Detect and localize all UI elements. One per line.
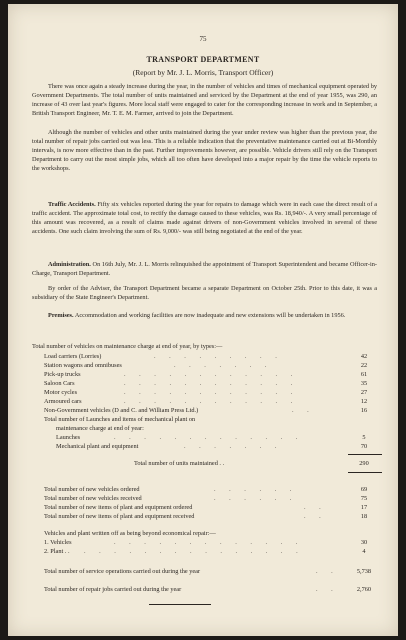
row-label: Total number of units maintained . . — [134, 460, 225, 467]
table-row: Saloon Cars . . . . . . . . . . . . 35 — [44, 379, 384, 388]
table-row: Total number of new vehicles ordered . . . . . . 69 — [44, 485, 384, 494]
row-value: 290 — [359, 460, 369, 467]
paragraph-maintenance — [32, 128, 377, 173]
row-label: Mechanical plant and equipment — [56, 443, 139, 450]
written-off-heading: Vehicles and plant written off as being beyond economical repair:— — [44, 530, 216, 537]
row-label: Pick-up trucks — [44, 371, 81, 378]
table-row: 1. Vehicles . . . . . . . . . . . . . 30 — [44, 538, 384, 547]
row-label: Total number of service operations carried out during the year — [44, 568, 201, 575]
row-label: Saloon Cars — [44, 380, 75, 387]
row-value: 69 — [360, 486, 368, 493]
row-label: Total number of new vehicles ordered — [44, 486, 140, 493]
row-value: 27 — [360, 389, 368, 396]
row-label: Non-Government vehicles (D and C. and William Press Ltd.) — [44, 407, 199, 414]
row-label: Station wagons and omnibuses — [44, 362, 122, 369]
row-label: Total number of new items of plant and equipment received — [44, 513, 195, 520]
row-value: 4 — [362, 548, 366, 555]
table-row: Launches . . . . . . . . . . . . . 5 — [44, 433, 384, 442]
row-label: Armoured cars — [44, 398, 82, 405]
paragraph-text: There was once again a steady increase during the year, in the number of vehicles and times of mechanical equipment operated by Government Departments. The total number of units maintained and serviced by the Department at the end of year 1955, was 290, an increase of 43 over last year's figures. More local staff were engaged to cater for the corresponding increase in work and in September, a British Transport Engineer, Mr. T. E. M. Farmer, arrived to join the Department. — [32, 83, 377, 117]
paragraph-text: By order of the Adviser, the Transport Department became a separate Department on October 25th. Prior to this date, it was a subsidiary of the State Engineer's Department. — [32, 285, 377, 301]
total-rule — [348, 472, 382, 473]
row-label: 2. Plant . . — [44, 548, 70, 555]
row-value: 2,760 — [356, 586, 372, 593]
row-label: Total number of new items of plant and equipment ordered — [44, 504, 193, 511]
row-value: 22 — [360, 362, 368, 369]
paragraph-text: Fifty six vehicles reported during the year for repairs to damage which were in each case the direct result of a traffic accident. The approximate total cost, to rectify the damage caused to these vehicles, was Rs. 18,940/-. A very small percentage of this amount was recovered, as a result of claims made against drivers of non-Government vehicles involved in several of these accidents. One such claim involving the sum of Rs. 9,000/- was still being negotiated at the end of the year. — [32, 201, 377, 235]
table-row: Total number of new items of plant and equipment ordered . . 17 — [44, 503, 384, 512]
row-value: 42 — [360, 353, 368, 360]
table-row: Motor cycles . . . . . . . . . . . . 27 — [44, 388, 384, 397]
closing-rule — [149, 604, 211, 605]
row-label: 1. Vehicles — [44, 539, 72, 546]
row-value: 35 — [360, 380, 368, 387]
row-value: 18 — [360, 513, 368, 520]
row-value: 5 — [362, 434, 366, 441]
statistics-table — [44, 352, 384, 632]
row-label: Total number of new vehicles received — [44, 495, 142, 502]
paragraph-traffic-accidents — [32, 200, 377, 236]
units-total-row — [44, 459, 384, 468]
table-row: 2. Plant . . . . . . . . . . . . . . . . . 4 — [44, 547, 384, 556]
row-value: 12 — [360, 398, 368, 405]
paragraph-intro — [32, 82, 377, 118]
row-label: Load carriers (Lorries) — [44, 353, 102, 360]
page-number: 75 — [199, 35, 207, 43]
launches-heading: maintenance charge at end of year: — [56, 425, 144, 432]
table-row: Station wagons and omnibuses . . . . . . . 22 — [44, 361, 384, 370]
section-lead: Administration. — [48, 261, 91, 268]
row-value: 61 — [360, 371, 368, 378]
table-row: Mechanical plant and equipment . . . . . . . 70 — [44, 442, 384, 451]
row-value: 17 — [360, 504, 368, 511]
paragraph-text: Accommodation and working facilities are now inadequate and new extensions will be undertaken in 1956. — [73, 312, 346, 319]
row-label: Total number of repair jobs carried out during the year — [44, 586, 182, 593]
launches-heading: Total number of Launches and items of mechanical plant on — [44, 416, 196, 423]
byline: (Report by Mr. J. L. Morris, Transport Officer) — [132, 68, 274, 77]
row-label: Motor cycles — [44, 389, 78, 396]
paragraph-administration — [32, 260, 377, 278]
subtotal-rule — [348, 454, 382, 455]
row-value: 5,738 — [356, 568, 372, 575]
row-value: 16 — [360, 407, 368, 414]
paragraph-premises — [32, 311, 377, 320]
table-row: Armoured cars . . . . . . . . . . . . 12 — [44, 397, 384, 406]
vehicle-table-heading: Total number of vehicles on maintenance charge at end of year, by types:— — [32, 343, 223, 350]
row-value: 70 — [360, 443, 368, 450]
table-row: Total number of new items of plant and equipment received . . 18 — [44, 512, 384, 521]
table-row: Total number of new vehicles received . . . . . . 75 — [44, 494, 384, 503]
repair-jobs-row: Total number of repair jobs carried out during the year . . 2,760 — [44, 585, 384, 594]
row-value: 30 — [360, 539, 368, 546]
service-operations-row: Total number of service operations carried out during the year . . 5,738 — [44, 567, 384, 576]
page-title: TRANSPORT DEPARTMENT — [146, 55, 260, 64]
section-lead: Premises. — [48, 312, 74, 319]
paragraph-text: On 16th July, Mr. J. L. Morris relinquished the appointment of Transport Superintendent and became Officer-in-Charge, Transport Department. — [32, 261, 377, 277]
document-page — [8, 4, 398, 636]
row-label: Launches — [56, 434, 81, 441]
row-value: 75 — [360, 495, 368, 502]
section-lead: Traffic Accidents. — [48, 201, 96, 208]
table-row: Non-Government vehicles (D and C. and William Press Ltd.) . . 16 — [44, 406, 384, 415]
paragraph-separation — [32, 284, 377, 302]
table-row: Pick-up trucks . . . . . . . . . . . . 61 — [44, 370, 384, 379]
table-row: Load carriers (Lorries) . . . . . . . . . 42 — [44, 352, 384, 361]
paragraph-text: Although the number of vehicles and other units maintained during the year under review was higher than the previous year, the total number of repair jobs carried out was less. This is a reliable indication that the preventative maintenance carried out at Bi-Monthly intervals, is now more effective than in the past. Further improvements however, are possible. Vehicle drivers still rely on the Transport Department to carry out the most simple jobs, which all too often have developed into a major repair by the time the vehicle reports to the workshops. — [32, 129, 377, 172]
